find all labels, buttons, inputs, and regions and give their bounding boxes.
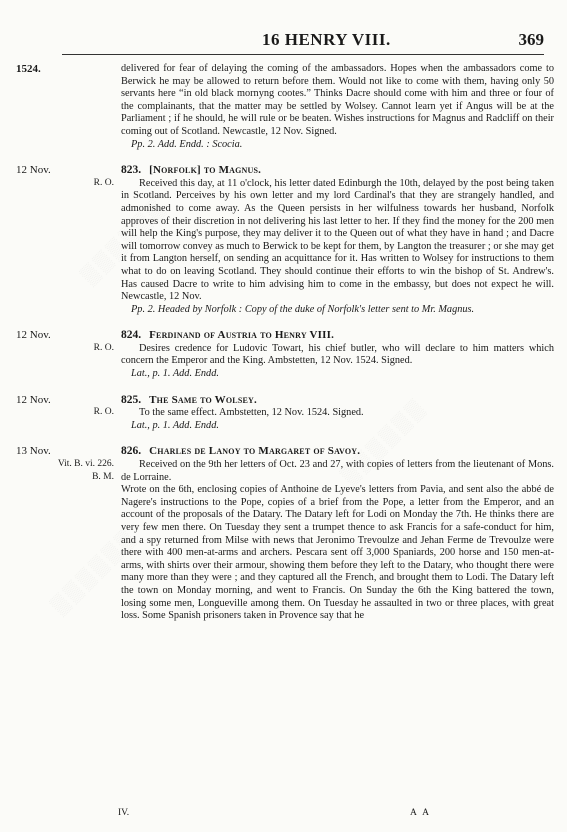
- entry-826: [16, 445, 554, 622]
- entry-margin: [16, 393, 118, 419]
- entry-text: To the same effect. Ambstetten, 12 Nov. 1524. Signed.: [139, 407, 364, 419]
- entry-date: 12 Nov.: [16, 329, 51, 342]
- entry-heading: [121, 394, 554, 407]
- entry-date: 13 Nov.: [16, 445, 51, 458]
- volume-number: IV.: [118, 808, 130, 818]
- entry-source: R. O.: [93, 177, 114, 188]
- entry-main: [121, 164, 554, 316]
- entry-823: [16, 164, 554, 316]
- watermark: ▒▒▒▒▒▒: [77, 194, 171, 288]
- header-rule: [62, 54, 544, 55]
- entry-825: [16, 393, 554, 433]
- entry-main: [121, 63, 554, 151]
- page-footer: [118, 808, 544, 818]
- entry-margin: [16, 164, 118, 189]
- watermark: ▒▒▒▒▒▒: [47, 524, 141, 618]
- entry-note: Lat., p. 1. Add. Endd.: [131, 368, 219, 380]
- entry-source-secondary: B. M.: [92, 471, 114, 482]
- entry-note: Lat., p. 1. Add. Endd.: [131, 419, 219, 431]
- entry-heading: [121, 164, 554, 177]
- entry-main: [121, 329, 554, 380]
- entry-text: Desires credence for Ludovic Towart, his chief butler, who will declare to him matters which concern the Emperor and the King. Ambstetten, 12 Nov. 1524. Signed.: [121, 342, 554, 367]
- entry-title: [Norfolk] to Magnus.: [149, 164, 262, 177]
- running-header: [0, 30, 567, 50]
- entry-note: Pp. 2. Headed by Norfolk : Copy of the duke of Norfolk's letter sent to Mr. Magnus.: [131, 303, 475, 315]
- entry-number: 825.: [121, 393, 142, 406]
- entry-heading: [121, 329, 554, 342]
- entry-number: 826.: [121, 445, 142, 458]
- entry-text-continued: Wrote on the 6th, enclosing copies of Anthoine de Lyeve's letters from Pavia, and sent also the abbé de Nagere's instructions to the Pope, copies of a brief from the Pope, a letter from the Emperor, and an account of the proposals of the Datary. The Datary left for Lodi on Monday the 7th. He thinks there are very few men there. On Tuesday they sent a trumpet thence to ask Francis for a safe-conduct for him, and a spy returned from Milse with news that Jeronimo Trevoulze and Jehan Ferme de Trevoulze were there with 400 men-at-arms and archers. Pescara sent off 3,000 Spaniards, 200 horse and 150 men-at-arms, with shirts over their armour, showing them before they left to the Datary, who thought there were many more than they were ; and they captured all the French, and brought them to Lodi. The Datary left the town on Monday morning, and went to Francis. On Sunday the 6th the King battered the town, losing some men, Longueville among them. On Tuesday he assaulted in two or three places, with great loss. Some Spanish prisoners taken in Provence say that he: [121, 484, 554, 622]
- watermark: ▒▒▒▒▒▒: [337, 394, 431, 488]
- entry-main: [121, 445, 554, 622]
- running-title: 16 HENRY VIII.: [262, 30, 391, 49]
- entry-main: [121, 394, 554, 433]
- entry-824: [16, 329, 554, 380]
- entry-note: Pp. 2. Add. Endd. : Scocia.: [131, 138, 243, 150]
- entry-text: delivered for fear of delaying the coming of the ambassadors. Hopes when the ambassadors come to Berwick he may be allowed to return before them. Would not like to come with them, having only 50 servants here “in old black mornyng cootes.” Thinks Dacre should come with him and three or four of the complainants, that the matter may be settled by Wolsey. Cannot learn yet if Angus will be at the Parliament ; if he should, he will rule or be beaten. Wishes instructions for Magnus and Radcliff on their coming out of Scotland. Newcastle, 12 Nov. Signed.: [121, 63, 554, 137]
- entry-text: Received on the 9th her letters of Oct. 23 and 27, with copies of letters from the lieutenant of Mons. de Lorraine.: [121, 459, 554, 483]
- entry-margin: [16, 329, 118, 354]
- entry-date: 12 Nov.: [16, 393, 51, 406]
- entry-title: Charles de Lanoy to Margaret of Savoy.: [149, 445, 361, 458]
- entry-source: R. O.: [93, 342, 114, 353]
- entry-number: 824.: [121, 329, 142, 342]
- entry-source: R. O.: [93, 407, 114, 418]
- entry-source: Vit. B. vi. 226.: [57, 459, 114, 470]
- entry-title: Ferdinand of Austria to Henry VIII.: [149, 329, 335, 342]
- entry-text: Received this day, at 11 o'clock, his letter dated Edinburgh the 10th, delayed by the post being taken in Scotland. Perceives by his own letter and my lord Cardinal's that they are strangely handled, and admonished to come away. As the Queen persists in her wilfulness towards her husband, Norfolk approves of their discretion in not delivering his last letter to her. If they find the money for the 200 men will help the King's purpose, they may deliver it to the Queen out of what they have in hand ; and Dacre will tomorrow convey as much to Berwick to be kept for them, by Langton the treasurer ; or she may get it from Langton herself, on sending an acquittance for it. Has written to Wolsey for instructions to them what to do on leaving Scotland. They should continue their efforts to win the bishop of St. Andrew's. Has caused Dacre to write to him advising him to come in the embassy, but does not expect he will. Newcastle, 12 Nov.: [121, 177, 554, 303]
- margin-year: 1524.: [16, 63, 41, 75]
- signature-mark: A A: [410, 808, 432, 818]
- entry-margin: [16, 445, 118, 483]
- entry-continued: [16, 63, 554, 151]
- document-body: [16, 63, 554, 623]
- entry-heading: [121, 445, 554, 458]
- entry-number: 823.: [121, 164, 142, 177]
- page-number: 369: [518, 30, 544, 49]
- entry-date: 12 Nov.: [16, 164, 51, 177]
- entry-margin: [16, 63, 118, 76]
- entry-title: The Same to Wolsey.: [149, 393, 257, 406]
